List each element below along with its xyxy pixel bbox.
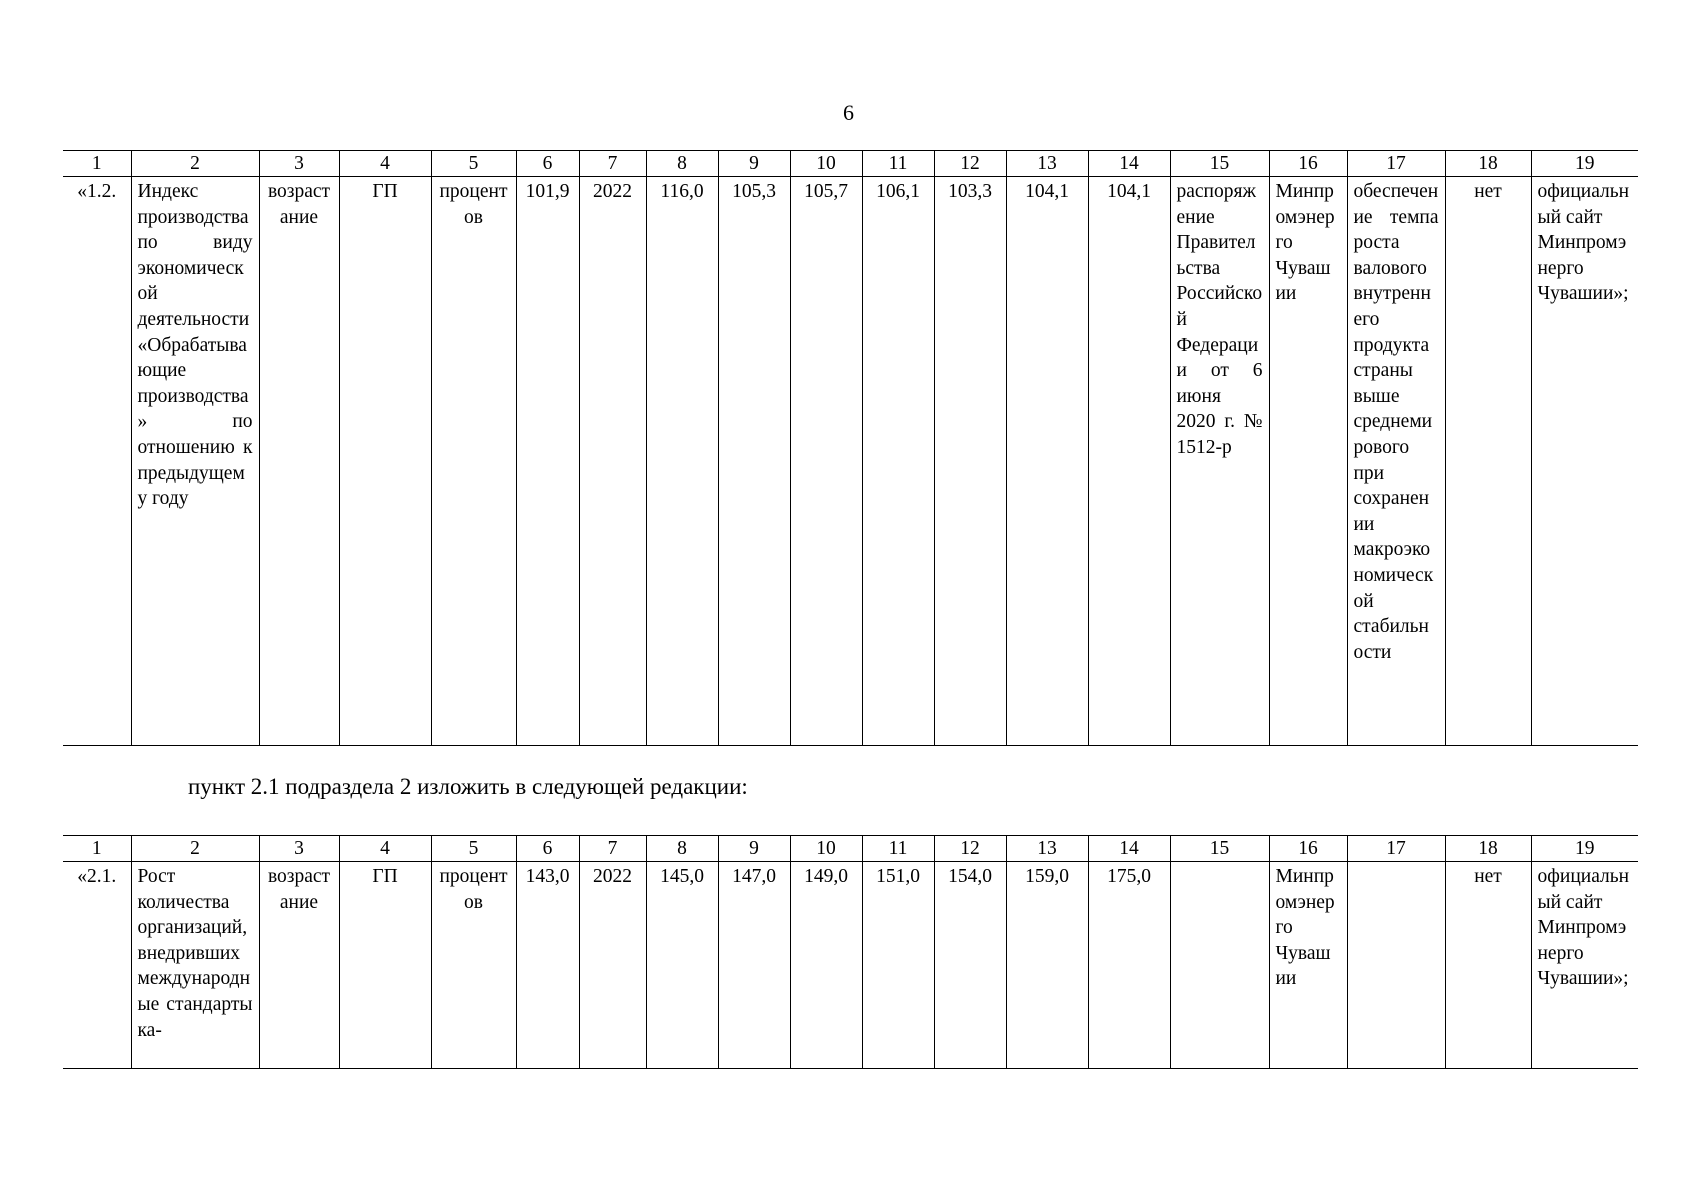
gis-flag: нет (1445, 862, 1531, 1069)
year-value: 106,1 (862, 177, 934, 746)
column-header: 2 (131, 151, 259, 177)
column-header: 14 (1088, 836, 1170, 862)
goal-link (1347, 862, 1445, 1069)
year-value: 105,3 (718, 177, 790, 746)
legal-basis: распоряжение Правительства Российской Федерации от 6 июня 2020 г. № 1512-р (1170, 177, 1269, 746)
column-header: 10 (790, 836, 862, 862)
base-year: 2022 (579, 177, 646, 746)
year-value: 103,3 (934, 177, 1006, 746)
base-year: 2022 (579, 862, 646, 1069)
column-header: 2 (131, 836, 259, 862)
column-header: 7 (579, 836, 646, 862)
year-value: 154,0 (934, 862, 1006, 1069)
year-value: 105,7 (790, 177, 862, 746)
column-header: 18 (1445, 151, 1531, 177)
column-header: 14 (1088, 151, 1170, 177)
column-header: 18 (1445, 836, 1531, 862)
unit: процентов (431, 177, 516, 746)
column-header: 13 (1006, 836, 1088, 862)
year-value: 104,1 (1006, 177, 1088, 746)
column-header: 19 (1531, 836, 1638, 862)
table-row (63, 177, 1638, 746)
column-header: 8 (646, 151, 718, 177)
year-value: 159,0 (1006, 862, 1088, 1069)
column-header: 13 (1006, 151, 1088, 177)
column-header: 1 (63, 836, 131, 862)
column-header: 9 (718, 151, 790, 177)
year-value: 149,0 (790, 862, 862, 1069)
year-value: 116,0 (646, 177, 718, 746)
unit: процентов (431, 862, 516, 1069)
page-number: 6 (843, 100, 854, 125)
information-source: официальный сайт Минпромэнерго Чувашии»; (1531, 862, 1638, 1069)
column-header: 5 (431, 836, 516, 862)
column-header: 5 (431, 151, 516, 177)
indicator-level: ГП (339, 862, 431, 1069)
table-header-row (63, 836, 1638, 862)
responsible-body: Минпромэнерго Чувашии (1269, 177, 1347, 746)
trend-direction: возрастание (259, 862, 339, 1069)
column-header: 12 (934, 151, 1006, 177)
indicator-level: ГП (339, 177, 431, 746)
column-header: 10 (790, 151, 862, 177)
year-value: 147,0 (718, 862, 790, 1069)
column-header: 19 (1531, 151, 1638, 177)
column-header: 16 (1269, 836, 1347, 862)
indicator-name: Индекс производства по виду экономической деятельности «Обрабатывающие производства» по отношению к предыдущему году (131, 177, 259, 746)
indicator-name: Рост количества организаций, внедривших международные стандарты ка- (131, 862, 259, 1069)
column-header: 3 (259, 836, 339, 862)
table-header-row (63, 151, 1638, 177)
amendment-instruction: пункт 2.1 подраздела 2 изложить в следующей редакции: (188, 774, 748, 799)
legal-basis (1170, 862, 1269, 1069)
column-header: 15 (1170, 151, 1269, 177)
goal-link: обеспечение темпа роста валового внутреннего продукта страны выше среднемирового при сохранении макроэкономической стабильности (1347, 177, 1445, 746)
column-header: 12 (934, 836, 1006, 862)
column-header: 6 (516, 151, 579, 177)
indicator-table-1 (63, 150, 1638, 746)
column-header: 15 (1170, 836, 1269, 862)
indicator-table-2 (63, 835, 1638, 1069)
year-value: 151,0 (862, 862, 934, 1069)
column-header: 17 (1347, 836, 1445, 862)
column-header: 7 (579, 151, 646, 177)
column-header: 11 (862, 836, 934, 862)
year-value: 145,0 (646, 862, 718, 1069)
information-source: официальный сайт Минпромэнерго Чувашии»; (1531, 177, 1638, 746)
column-header: 4 (339, 151, 431, 177)
column-header: 16 (1269, 151, 1347, 177)
column-header: 11 (862, 151, 934, 177)
item-number: «1.2. (63, 177, 131, 746)
column-header: 3 (259, 151, 339, 177)
column-header: 17 (1347, 151, 1445, 177)
column-header: 9 (718, 836, 790, 862)
column-header: 8 (646, 836, 718, 862)
trend-direction: возрастание (259, 177, 339, 746)
base-value: 143,0 (516, 862, 579, 1069)
column-header: 1 (63, 151, 131, 177)
year-value: 104,1 (1088, 177, 1170, 746)
column-header: 6 (516, 836, 579, 862)
gis-flag: нет (1445, 177, 1531, 746)
year-value: 175,0 (1088, 862, 1170, 1069)
responsible-body: Минпромэнерго Чувашии (1269, 862, 1347, 1069)
item-number: «2.1. (63, 862, 131, 1069)
column-header: 4 (339, 836, 431, 862)
table-row (63, 862, 1638, 1069)
base-value: 101,9 (516, 177, 579, 746)
